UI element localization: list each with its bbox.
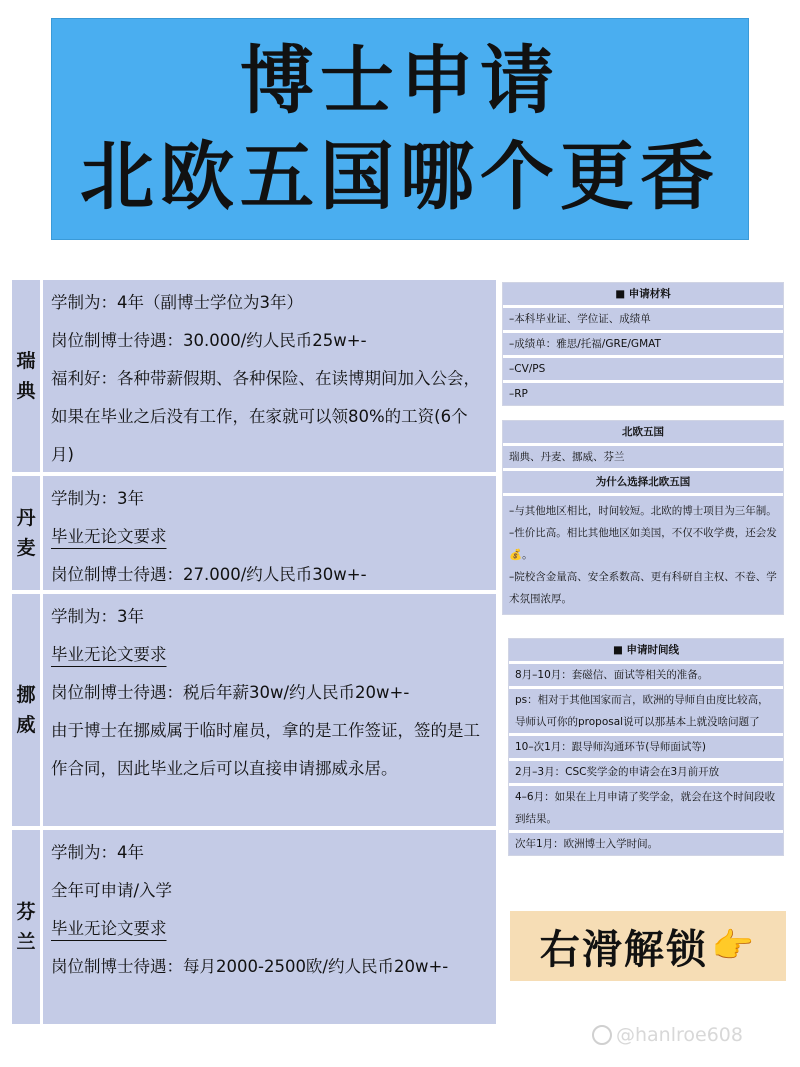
nordic-card: [502, 420, 784, 615]
country-row-norway: [12, 594, 496, 826]
detail-line: 全年可申请/入学: [51, 881, 173, 900]
timeline-card: [508, 638, 784, 856]
reason-item: –院校含金量高、安全系数高、更有科研自主权、不卷、学术氛围浓厚。: [509, 571, 777, 605]
detail-line: 学制为：3年: [51, 607, 144, 626]
materials-item: –RP: [503, 383, 783, 405]
watermark-text: @hanlroe608: [616, 1024, 743, 1046]
country-char: 典: [16, 380, 36, 402]
why-heading: 为什么选择北欧五国: [503, 471, 783, 496]
detail-line: 学制为：3年: [51, 489, 144, 508]
country-row-sweden: [12, 280, 496, 472]
detail-line: 岗位制博士待遇：27.000/约人民币30w+-: [51, 565, 367, 584]
detail-line: 毕业无论文要求: [51, 919, 167, 938]
title-line-1: 博士申请: [240, 38, 560, 124]
timeline-item: 8月–10月：套磁信、面试等相关的准备。: [509, 664, 783, 689]
timeline-item: 2月–3月：CSC奖学金的申请会在3月前开放: [509, 761, 783, 786]
country-row-denmark: [12, 476, 496, 590]
detail-line: 福利好：各种带薪假期、各种保险、在读博期间加入公会，如果在毕业之后没有工作，在家就可以领80%的工资(6个月): [51, 369, 480, 464]
country-char: 兰: [16, 931, 36, 953]
detail-line: 由于博士在挪威属于临时雇员，拿的是工作签证，签的是工作合同，因此毕业之后可以直接申请挪威永居。: [51, 721, 480, 778]
reason-item: –与其他地区相比，时间较短。北欧的博士项目为三年制。: [509, 505, 777, 517]
timeline-item: 4–6月：如果在上月申请了奖学金，就会在这个时间段收到结果。: [509, 786, 783, 833]
country-name-denmark: [12, 476, 43, 590]
detail-line: 岗位制博士待遇：30.000/约人民币25w+-: [51, 331, 367, 350]
timeline-item: 10–次1月：跟导师沟通环节(导师面试等): [509, 736, 783, 761]
unlock-label: 右滑解锁: [539, 926, 708, 973]
detail-line: 学制为：4年: [51, 843, 144, 862]
country-content-sweden: [43, 280, 496, 472]
detail-line: 岗位制博士待遇：税后年薪30w/约人民币20w+-: [51, 683, 410, 702]
country-char: 芬: [16, 901, 36, 923]
platform-logo-icon: [592, 1025, 612, 1045]
country-char: 麦: [16, 537, 36, 559]
detail-line: 毕业无论文要求: [51, 527, 167, 546]
detail-line: 岗位制博士待遇：每月2000-2500欧/约人民币20w+-: [51, 957, 449, 976]
timeline-item: 次年1月：欧洲博士入学时间。: [509, 833, 783, 855]
country-name-finland: [12, 830, 43, 1024]
country-row-finland: [12, 830, 496, 1024]
reason-item: –性价比高。相比其他地区如美国，不仅不收学费，还会发💰。: [509, 527, 777, 561]
why-reasons: [503, 496, 783, 614]
country-content-norway: [43, 594, 496, 826]
country-char: 瑞: [16, 350, 36, 372]
swipe-unlock-banner[interactable]: [510, 911, 786, 981]
materials-item: –本科毕业证、学位证、成绩单: [503, 308, 783, 333]
pointing-hand-icon: 👉: [711, 926, 757, 966]
timeline-heading: ■ 申请时间线: [509, 639, 783, 664]
country-name-norway: [12, 594, 43, 826]
country-char: 威: [16, 714, 36, 736]
nordic-heading: 北欧五国: [503, 421, 783, 446]
country-table: [12, 280, 496, 1028]
timeline-item: ps：相对于其他国家而言，欧洲的导师自由度比较高，导师认可你的proposal说可以那基本上就没啥问题了: [509, 689, 783, 736]
detail-line: 毕业无论文要求: [51, 645, 167, 664]
title-banner: [51, 18, 749, 240]
nordic-list: 瑞典、丹麦、挪威、芬兰: [503, 446, 783, 471]
country-char: 丹: [16, 507, 36, 529]
watermark: [592, 1024, 743, 1046]
country-content-denmark: [43, 476, 496, 590]
materials-heading: ■ 申请材料: [503, 283, 783, 308]
materials-item: –成绩单：雅思/托福/GRE/GMAT: [503, 333, 783, 358]
detail-line: 学制为：4年（副博士学位为3年）: [51, 293, 303, 312]
country-char: 挪: [16, 684, 36, 706]
title-line-2: 北欧五国哪个更香: [80, 134, 720, 220]
country-name-sweden: [12, 280, 43, 472]
materials-item: –CV/PS: [503, 358, 783, 383]
country-content-finland: [43, 830, 496, 1024]
materials-card: [502, 282, 784, 406]
